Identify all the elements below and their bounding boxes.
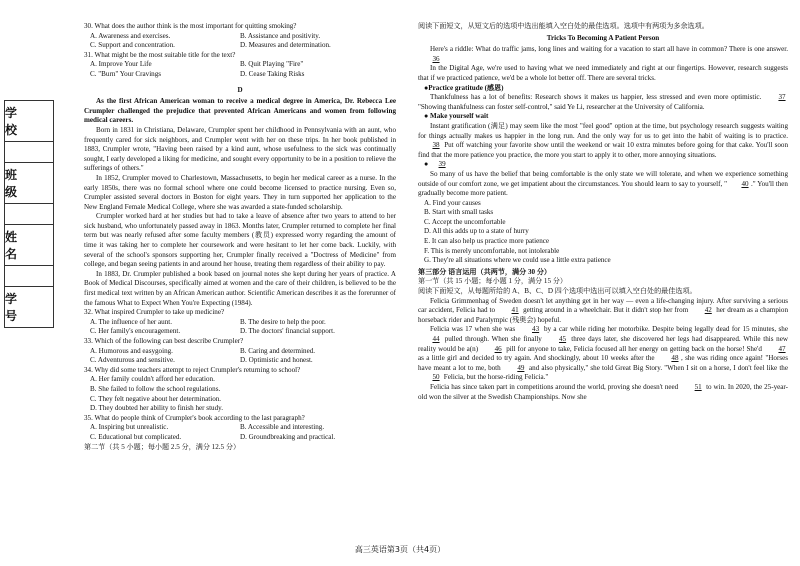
section-heading: 第二节（共 5 小题；每小题 2.5 分，满分 12.5 分） bbox=[84, 442, 241, 451]
passage-label: D bbox=[237, 85, 243, 94]
passage-paragraph: As the first African American woman to receive a medical degree in America, Dr. Rebecca Lee Crumpler challenged the prejudice that prevented African Americans and women from following medical careers. bbox=[84, 97, 396, 125]
blank-39[interactable]: 39 bbox=[438, 160, 446, 169]
question-31: 31. What might be the most suitable title for the text? bbox=[84, 50, 236, 59]
school-label: 学 校 bbox=[5, 101, 53, 142]
blank-36[interactable]: 36 bbox=[432, 54, 440, 63]
question-35: 35. What do people think of Crumpler's book according to the last paragraph? bbox=[84, 413, 305, 422]
class-label: 班 级 bbox=[5, 163, 53, 204]
question-32: 32. What inspired Crumpler to take up medicine? bbox=[84, 308, 225, 317]
student-number-label: 学 号 bbox=[5, 292, 26, 323]
blank-40[interactable]: 40 bbox=[741, 179, 749, 188]
name-label: 姓 名 bbox=[5, 225, 53, 266]
option-list: A. Find your causes B. Start with small tasks C. Accept the uncomfortable D. All this adds up to a state of hurry E. It can also help us practice more patience F. This is merely uncomfortable, not intolerable G. They're all situations where we could use a little extra patience bbox=[424, 198, 611, 265]
student-info-box bbox=[4, 100, 54, 328]
passage-paragraph: In 1852, Crumpler moved to Charlestown, Massachusetts, to begin her medical career as a nurse. In the early 1850s, there was no formal school where one could become licensed to practice nursing. Even so, Crumpler assisted several doctors in Boston for eight years. They in turn supported her application to the New England Female Medical College, where she was awarded a state-funded scholarship. bbox=[84, 173, 396, 211]
left-column: 30. What does the author think is the most important for quitting smoking? A. Awareness and exercises. B. Assistance and positivity. C. Support and concentration. D. Measures and determination. 31. What might be the most suitable title for the text? A. Improve Your Life B. Quit Playing "Fire" C. "Burn" Your Cravings D. Cease Taking Risks D As the first African American woman to receive a medical degree in America, Dr. Rebecca Lee Crumpler challenged the prejudice that prevented African Americans and women from following medical careers. Born in 1831 in Christiana, Delaware, Crumpler spent her childhood in Pennsylvania with an aunt, who frequently cared for sick neighbors, and Crumpler went with her on these trips. In her book published in 1883, Crumpler wrote, "Having been raised by a kind aunt, whose usefulness to the sick was continually sought, I early developed a liking for medicine, and sought every opportunity to be in a position to relieve the sufferings of others." In 1852, Crumpler moved to Charlestown, Massachusetts, to begin her medical career as a nurse. In the early 1850s, there was no formal school where one could become licensed to practice nursing. Even so, Crumpler assisted several doctors in Boston for eight years. They in turn supported her application to the New England Female Medical College, where she was awarded a state-funded scholarship. Crumpler worked hard at her studies but had to take a leave of absence after two years to attend to her sick husband, who unfortunately passed away in 1863. Months later, Crumpler returned to complete her final term but was nearly refused after some faculty members (教员) expressed worry regarding the amount of time it was taking her to complete her coursework and were hesitant to let her come back. Luckily, with several of the school's sponsors supporting her, Crumpler finally received a "Doctress of Medicine" from college, and began seeing patients in and around her house, treating them regardless of their ability to pay. In 1883, Dr. Crumpler published a book based on journal notes she kept during her years of practice. A Book of Medical Discourses, specifically aimed at women and the care of their children, is believed to be the first medical text written by an African American author. Scientific American describes it as the forerunner of the famous What to Expect When You're Expecting (1984). 32. What inspired Crumpler to take up medicine? A. The influence of her aunt. B. The desire to help the poor. C. Her family's encouragement. D. The doctors' financial support. 33. Which of the following can best describe Crumpler? A. Humorous and easygoing. B. Caring and determined. C. Adventurous and sensitive. D. Optimistic and honest. 34. Why did some teachers attempt to reject Crumpler's returning to school? A. Her family couldn't afford her education. B. She failed to follow the school regulations. C. They felt negative about her determination. D. They doubted her ability to finish her study. 35. What do people think of Crumpler's book according to the last paragraph? A. Inspiring but unrealistic. B. Accessible and interesting. C. Educational but complicated. D. Groundbreaking and practical. 第二节（共 5 小题；每小题 2.5 分，满分 12.5 分） bbox=[84, 22, 396, 451]
passage-paragraph: In 1883, Dr. Crumpler published a book based on journal notes she kept during her years of practice. A Book of Medical Discourses, specifically aimed at women and the care of their children, is believed to be the first medical text written by an African American author. Scientific American describes it as the forerunner of the famous What to Expect When You're Expecting (1984). bbox=[84, 269, 396, 307]
passage-paragraph: Crumpler worked hard at her studies but had to take a leave of absence after two years to attend to her sick husband, who unfortunately passed away in 1863. Months later, Crumpler returned to complete her final term but was nearly refused after some faculty members (教员) expressed worry regarding the amount of time it was taking her to complete her coursework and were hesitant to let her come back. Luckily, with several of the school's sponsors supporting her, Crumpler finally received a "Doctress of Medicine" from college, and began seeing patients in and around her house, treating them regardless of their ability to pay. bbox=[84, 212, 396, 269]
right-column: 阅读下面短文，从短文后的选项中选出能填入空白处的最佳选项。选项中有两项为多余选项。 Tricks To Becoming A Patient Person Here's a riddle: What do traffic jams, long lines and waiting for a vacation to start all have in common? There is one answer. 36 In the Digital Age, we're used to having what we need immediately and right at our fingertips. However, research suggests that if we practiced patience, we'd be a whole lot better off. There are several tricks. ●Practice gratitude (感恩) Thankfulness has a lot of benefits: Research shows it makes us happier, less stressed and even more optimistic. 37 "Showing thankfulness can foster self-control," said Ye Li, researcher at the University of California. ● Make yourself wait Instant gratification (满足) may seem like the most "feel good" option at the time, but psychology research suggests waiting for things actually makes us happier in the long run. And the only way for us to get into the habit of waiting is to practice. 38 Put off watching your favorite show until the weekend or wait 10 extra minutes before going for that cake. You'll soon find that the more patience you practice, the more you start to apply it to other, more annoying situations. ● 39 So many of us have the belief that being comfortable is the only state we will tolerate, and when we experience something outside of our comfort zone, we get impatient about the circumstances. You should learn to say to yourself, " 40 ." You'll then gradually become more patient. A. Find your causes B. Start with small tasks C. Accept the uncomfortable D. All this adds up to a state of hurry E. It can also help us practice more patience F. This is merely uncomfortable, not intolerable G. They're all situations where we could use a little extra patience 第三部分 语言运用（共两节，满分 30 分） 第一节（共 15 小题；每小题 1 分，满分 15 分） 阅读下面短文，从每题所给的 A、B、C、D 四个选项中选出可以填入空白处的最佳选项。 Felicia Grimmenhag of Sweden doesn't let anything get in her way — even a life-changing injury. After surviving a serious car accident, Felicia had to 41 getting around in a wheelchair. But it didn't stop her from 42 her dream as a champion horseback rider and Paralympic (残奥会) hopeful. Felicia was 17 when she was 43 by a car while riding her motorbike. Despite being legally dead for 15 minutes, she 44 pulled through. When she finally 45 three days later, she discovered her legs had disappeared. While this new reality would be a(n) 46 pill for anyone to take, Felicia focused all her energy on getting back on the horse! She'd 47 as a little girl and decided to try again. And shockingly, about 10 weeks after the 48 , she was riding once again! "Horses have meant a lot to me, both 49 and also physically," she told Great Big Story. "When I sit on a horse, I don't feel like the 50 Felicia, but the horse-riding Felicia." Felicia has since taken part in competitions around the world, proving she doesn't need 51 to win. In 2020, the 25-year-old won the silver at the Swedish Championships. Now she bbox=[418, 22, 789, 401]
section-heading: 第三部分 语言运用（共两节，满分 30 分） bbox=[418, 267, 552, 276]
passage-paragraph: Born in 1831 in Christiana, Delaware, Crumpler spent her childhood in Pennsylvania with an aunt, who frequently cared for sick neighbors, and Crumpler went with her on these trips. In her book published in 1883, Crumpler wrote, "Having been raised by a kind aunt, whose usefulness to the sick was continually sought, I early developed a liking for medicine, and sought every opportunity to be in a position to relieve the sufferings of others." bbox=[84, 125, 396, 173]
blank-37[interactable]: 37 bbox=[778, 93, 786, 102]
question-30: 30. What does the author think is the most important for quitting smoking? bbox=[84, 22, 297, 30]
blank-38[interactable]: 38 bbox=[432, 141, 440, 150]
question-34: 34. Why did some teachers attempt to reject Crumpler's returning to school? bbox=[84, 365, 301, 374]
instruction: 阅读下面短文，从短文后的选项中选出能填入空白处的最佳选项。选项中有两项为多余选项。 bbox=[418, 22, 709, 30]
passage-title: Tricks To Becoming A Patient Person bbox=[546, 33, 660, 42]
page-footer: 高三英语第3页（共4页） bbox=[354, 545, 446, 554]
question-33: 33. Which of the following can best describe Crumpler? bbox=[84, 337, 244, 345]
